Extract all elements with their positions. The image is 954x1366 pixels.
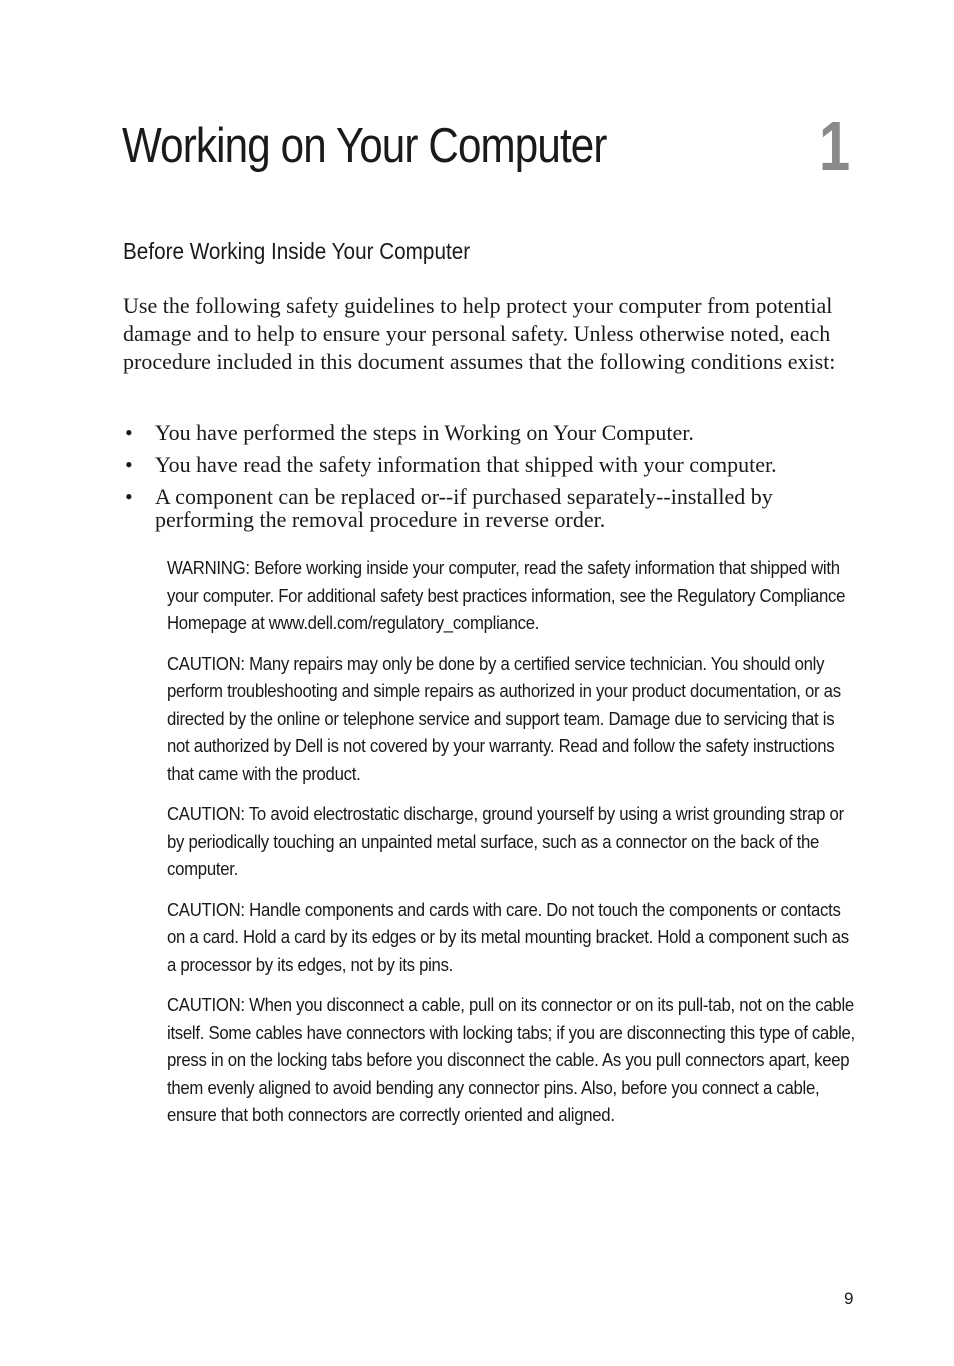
list-item-text: A component can be replaced or--if purchased separately--installed by performing the removal procedure in reverse order.	[155, 484, 773, 532]
note-label: CAUTION:	[167, 995, 245, 1015]
note-label: CAUTION:	[167, 653, 245, 674]
chapter-title: Working on Your Computer	[122, 119, 607, 173]
conditions-list	[123, 421, 863, 540]
caution-note	[167, 897, 857, 980]
note-text: Handle components and cards with care. Do not touch the components or contacts on a card. Hold a card by its edges or by its metal mounting bracket. Hold a component such as a processor by its edges, not by its pins.	[167, 899, 849, 975]
list-item	[123, 485, 863, 531]
warning-note	[167, 555, 857, 638]
note-label: WARNING:	[167, 558, 250, 578]
intro-paragraph: Use the following safety guidelines to help protect your computer from potential damage and to help to ensure your personal safety. Unless otherwise noted, each procedure included in this document assumes that the following conditions exist:	[123, 293, 836, 374]
section-heading: Before Working Inside Your Computer	[123, 238, 471, 264]
chapter-number: 1	[819, 107, 851, 185]
caution-note	[167, 801, 857, 884]
list-item-text: You have read the safety information that shipped with your computer.	[155, 452, 777, 477]
list-item	[123, 453, 863, 476]
list-item-text: You have performed the steps in Working on Your Computer.	[155, 420, 694, 445]
bullet-icon: •	[125, 452, 133, 477]
page-number: 9	[844, 1289, 854, 1308]
note-text: When you disconnect a cable, pull on its connector or on its pull-tab, not on the cable itself. Some cables have connectors with locking tabs; if you are disconnecting this type of cable, press in on the locking tabs before you disconnect the cable. As you pull connectors apart, keep them evenly aligned to avoid bending any connector pins. Also, before you connect a cable, ensure that both connectors are correctly oriented and aligned.	[167, 995, 855, 1125]
caution-note	[167, 651, 857, 789]
note-text: Many repairs may only be done by a certified service technician. You should only perform troubleshooting and simple repairs as authorized in your product documentation, or as directed by the online or telephone service and support team. Damage due to servicing that is not authorized by Dell is not covered by your warranty. Read and follow the safety instructions that came with the product.	[167, 653, 841, 784]
note-label: CAUTION:	[167, 899, 245, 920]
list-item	[123, 421, 863, 444]
note-label: CAUTION:	[167, 804, 245, 824]
bullet-icon: •	[125, 420, 133, 445]
note-text: Before working inside your computer, read the safety information that shipped with your computer. For additional safety best practices information, see the Regulatory Compliance Homepage at www.dell.com/regulatory_compliance.	[167, 558, 846, 633]
safety-notes	[167, 555, 857, 1143]
caution-note	[167, 992, 857, 1130]
bullet-icon: •	[125, 484, 133, 509]
note-text: To avoid electrostatic discharge, ground yourself by using a wrist grounding strap or by periodically touching an unpainted metal surface, such as a connector on the back of the computer.	[167, 804, 844, 879]
